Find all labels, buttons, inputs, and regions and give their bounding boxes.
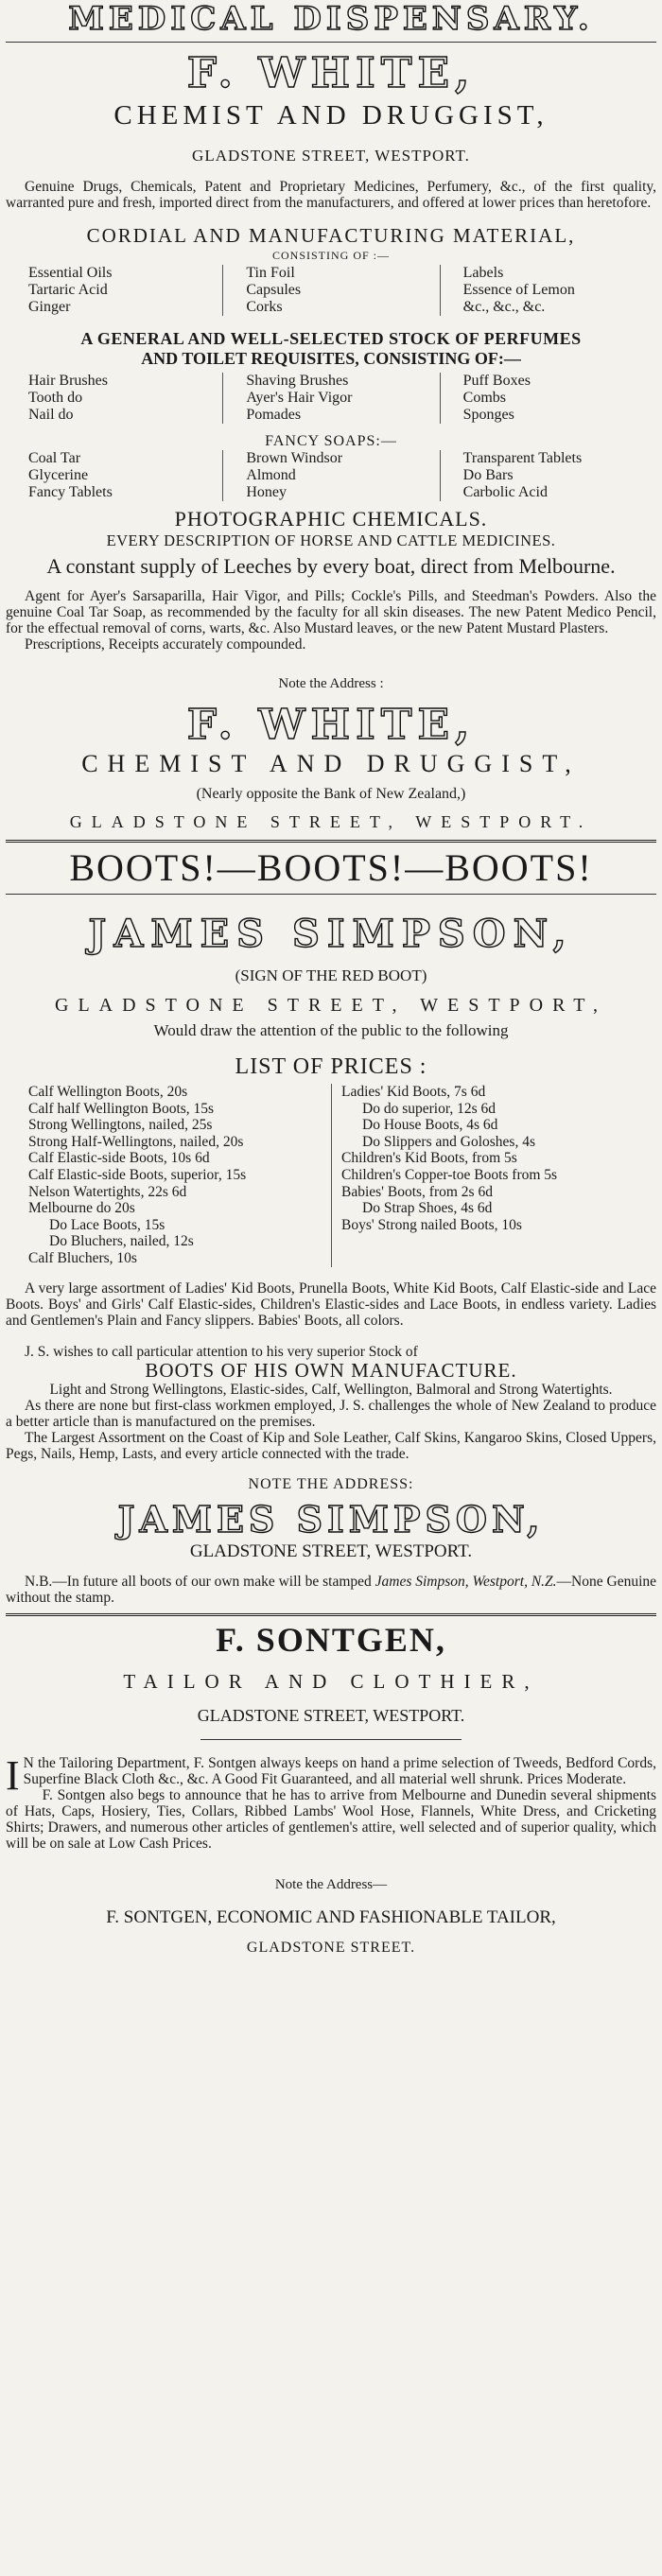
chemist-name: F. WHITE, <box>186 49 476 97</box>
price-item: Boys' Strong nailed Boots, 10s <box>341 1216 522 1233</box>
prescriptions-notice: Prescriptions, Receipts accurately compounded. <box>25 636 306 653</box>
price-item: Calf half Wellington Boots, 15s <box>28 1100 215 1117</box>
tailor-note-address: Note the Address— <box>274 1876 388 1892</box>
tailor-footer: F. SONTGEN, ECONOMIC AND FASHIONABLE TAILOR, <box>106 1906 556 1927</box>
chemist-name-2: F. WHITE, <box>186 701 476 749</box>
simpson-name-2: JAMES SIMPSON, <box>117 1497 545 1540</box>
price-item: Calf Wellington Boots, 20s <box>28 1084 188 1100</box>
consisting-of-label: CONSISTING OF :— <box>271 249 390 262</box>
drop-cap: I <box>6 1751 20 1799</box>
chemist-street-2: GLADSTONE STREET, WESTPORT. <box>69 812 593 831</box>
price-item: Calf Bluchers, 10s <box>28 1249 137 1266</box>
agent-notice: Agent for Ayer's Sarsaparilla, Hair Vigor, and Pills; Cockle's Pills, and Steedman's Powders. Also the genuine Coal Tar Soap, as recommended by the faculty for all skin diseases. The new Patent Medico Pencil, for the effectual removal of corns, warts, &c. Also Mustard leaves, or the new Patent Mustard Plasters. <box>6 588 656 636</box>
price-item: Babies' Boots, from 2s 6d <box>341 1183 493 1200</box>
tailor-footer-street: GLADSTONE STREET. <box>246 1939 416 1956</box>
note-address-label: Note the Address : <box>278 676 384 691</box>
cordial-heading: CORDIAL AND MANUFACTURING MATERIAL, <box>86 224 576 247</box>
tailor-street: GLADSTONE STREET, WESTPORT. <box>197 1705 465 1725</box>
price-item: Do Slippers and Goloshes, 4s <box>362 1133 535 1150</box>
price-item: Strong Wellingtons, nailed, 25s <box>28 1117 213 1134</box>
soap-col-3: Transparent Tablets Do Bars Carbolic Acid <box>440 450 656 501</box>
price-item: Do House Boots, 4s 6d <box>362 1117 498 1134</box>
red-boot-sign: (SIGN OF THE RED BOOT) <box>235 966 427 984</box>
price-item: Do Strap Shoes, 4s 6d <box>362 1200 493 1217</box>
price-item: Children's Kid Boots, from 5s <box>341 1150 517 1167</box>
price-list-right <box>331 1084 656 1267</box>
simpson-name: JAMES SIMPSON, <box>88 912 574 956</box>
tailor-advert <box>6 1620 656 1958</box>
price-list <box>6 1084 656 1267</box>
own-manufacture-heading: BOOTS OF HIS OWN MANUFACTURE. <box>145 1358 517 1382</box>
chemist-street: GLADSTONE STREET, WESTPORT. <box>192 147 470 165</box>
boots-advert <box>6 846 656 1606</box>
price-item: Calf Elastic-side Boots, 10s 6d <box>28 1150 210 1167</box>
price-item: Do Bluchers, nailed, 12s <box>49 1233 194 1250</box>
boots-note-address: NOTE THE ADDRESS: <box>248 1475 414 1492</box>
fancy-soaps-heading: FANCY SOAPS:— <box>265 433 397 449</box>
soap-col-2: Brown Windsor Almond Honey <box>222 450 439 501</box>
price-item: Ladies' Kid Boots, 7s 6d <box>341 1084 486 1100</box>
assortment-text: A very large assortment of Ladies' Kid Boots, Prunella Boots, White Kid Boots, Calf Elastic-side and Lace Boots. Boys' and Girls' Calf Elastic-sides, Children's Elastic-sides and Lace Boots, in endless variety. Ladies and Gentlemen's Plain and Fancy slippers. Babies' Boots, all colors. <box>6 1279 656 1329</box>
price-item: Do do superior, 12s 6d <box>362 1100 496 1117</box>
price-item: Melbourne do 20s <box>28 1200 135 1217</box>
cordial-col-3: Labels Essence of Lemon &c., &c., &c. <box>440 265 656 316</box>
price-item: Do Lace Boots, 15s <box>49 1216 166 1233</box>
wishes-text: J. S. wishes to call particular attention to his very superior Stock of <box>25 1343 418 1360</box>
dispensary-intro: Genuine Drugs, Chemicals, Patent and Proprietary Medicines, Perfumery, &c., of the first quality, warranted pure and fresh, imported direct from the manufacturers, and offered at lower prices than heretofore. <box>6 179 656 211</box>
toilet-col-3: Puff Boxes Combs Sponges <box>440 373 656 424</box>
cordial-col-1: Essential Oils Tartaric Acid Ginger <box>28 265 113 315</box>
tailor-paragraph-1: I N the Tailoring Department, F. Sontgen always keeps on hand a prime selection of Tweeds, Bedford Cords, Superfine Black Cloth &c., &c. A Good Fit Guaranteed, and all material well shrunk. Prices Moderate. <box>6 1751 656 1799</box>
soap-columns <box>6 450 656 501</box>
cordial-col-2: Tin Foil Capsules Corks <box>222 265 439 316</box>
toilet-columns <box>6 373 656 424</box>
sontgen-name: F. SONTGEN, <box>216 1620 446 1659</box>
tailor-title: TAILOR AND CLOTHIER, <box>123 1669 539 1693</box>
price-item: Strong Half-Wellingtons, nailed, 20s <box>28 1133 244 1150</box>
list-of-prices-heading: LIST OF PRICES : <box>235 1054 427 1079</box>
toilet-col-1: Hair Brushes Tooth do Nail do <box>28 373 108 423</box>
price-list-left <box>6 1084 331 1267</box>
horse-cattle-heading: EVERY DESCRIPTION OF HORSE AND CATTLE MEDICINES. <box>106 531 556 549</box>
price-item: Calf Elastic-side Boots, superior, 15s <box>28 1166 247 1183</box>
boots-header: BOOTS!—BOOTS!—BOOTS! <box>69 846 593 889</box>
simpson-street: GLADSTONE STREET, WESTPORT, <box>55 995 607 1016</box>
price-item: Children's Copper-toe Boots from 5s <box>341 1166 558 1183</box>
toilet-col-2: Shaving Brushes Ayer's Hair Vigor Pomades <box>222 373 439 424</box>
stock-heading-2: AND TOILET REQUISITES, CONSISTING OF:— <box>141 349 521 368</box>
opposite-bank: (Nearly opposite the Bank of New Zealand,) <box>196 786 466 802</box>
nb-stamp-notice: N.B.—In future all boots of our own make will be stamped James Simpson, Westport, N.Z.—None Genuine without the stamp. <box>6 1573 657 1606</box>
chemist-title: CHEMIST AND DRUGGIST, <box>113 100 549 131</box>
stock-heading: A GENERAL AND WELL-SELECTED STOCK OF PERFUMES <box>80 329 582 348</box>
attention-line: Would draw the attention of the public to the following <box>153 1021 509 1039</box>
chemist-title-2: CHEMIST AND DRUGGIST, <box>81 750 581 777</box>
dispensary-advert <box>6 0 656 832</box>
tailor-paragraph-2: F. Sontgen also begs to announce that he has to arrive from Melbourne and Dunedin several shipments of Hats, Caps, Hosiery, Ties, Collars, Ribbed Lambs' Wool Hose, Flannels, White Dress, and Cricketing Shirts; Drawers, and numerous other articles of gentlemen's attire, well selected and of superior quality, which will be on sale at Low Cash Prices. <box>6 1786 656 1852</box>
largest-assortment-text: The Largest Assortment on the Coast of Kip and Sole Leather, Calf Skins, Kangaroo Skins, Closed Uppers, Pegs, Nails, Hemp, Lasts, and every article connected with the trade. <box>6 1429 656 1462</box>
cordial-columns <box>6 265 656 316</box>
workmen-text: As there are none but first-class workmen employed, J. S. challenges the whole of New Zealand to produce a better article than is manufactured on the premises. <box>6 1397 656 1430</box>
dispensary-header: MEDICAL DISPENSARY. <box>68 0 594 38</box>
price-item: Nelson Watertights, 22s 6d <box>28 1183 187 1200</box>
simpson-street-2: GLADSTONE STREET, WESTPORT. <box>189 1540 473 1561</box>
soap-col-1: Coal Tar Glycerine Fancy Tablets <box>28 450 113 500</box>
light-strong-text: Light and Strong Wellingtons, Elastic-sides, Calf, Wellington, Balmoral and Strong Watertights. <box>49 1381 613 1398</box>
photographic-heading: PHOTOGRAPHIC CHEMICALS. <box>174 507 488 531</box>
leeches-notice: A constant supply of Leeches by every boat, direct from Melbourne. <box>46 554 616 578</box>
